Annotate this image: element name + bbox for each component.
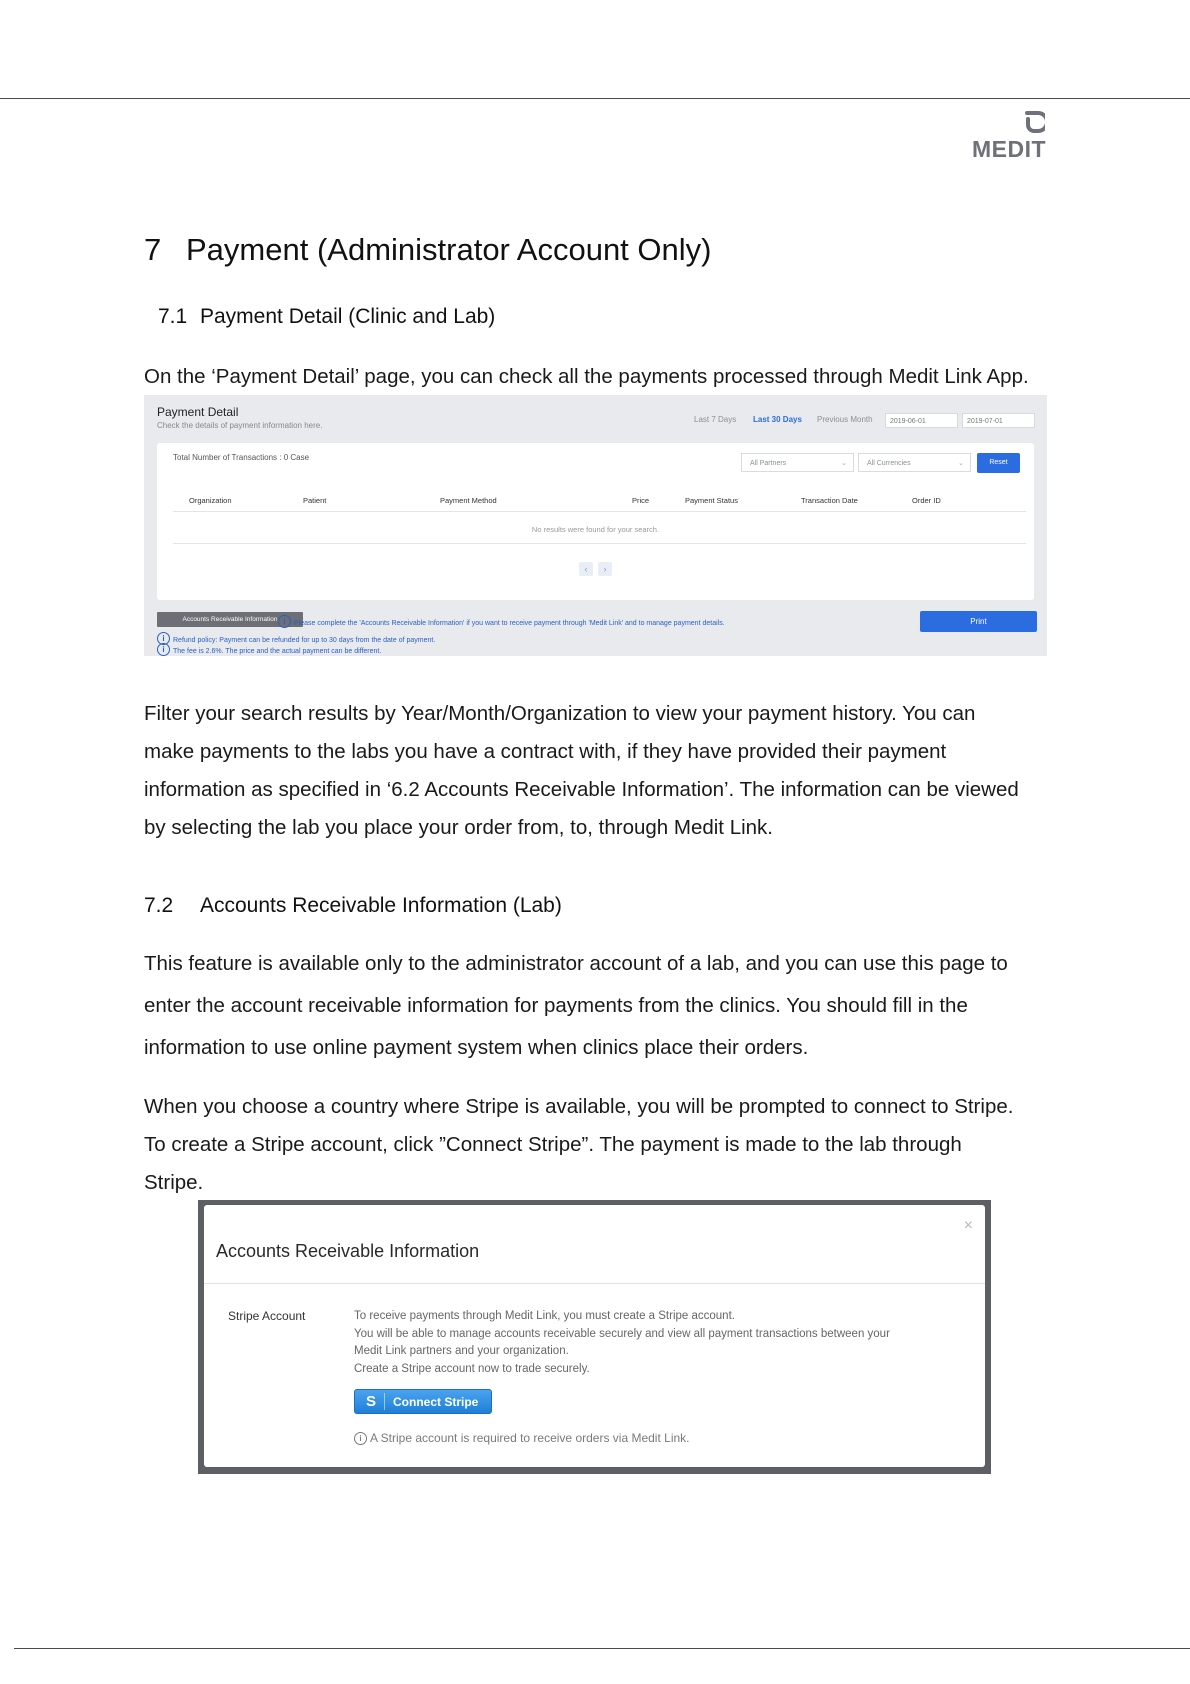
stripe-paragraph (144, 1088, 1049, 1202)
column-header: Payment Method (440, 496, 497, 505)
chapter-title: Payment (Administrator Account Only) (186, 232, 712, 267)
range-last-7-days[interactable]: Last 7 Days (694, 415, 737, 424)
paragraph-line: Stripe. (144, 1171, 204, 1194)
transactions-card (157, 443, 1034, 600)
close-icon[interactable]: × (963, 1217, 973, 1234)
currency-select[interactable] (858, 453, 971, 472)
fee-note-text: The fee is 2.6%. The price and the actual payment can be different. (173, 648, 382, 655)
section-heading-7-1 (158, 305, 495, 329)
info-icon: i (278, 615, 291, 628)
partner-select-value: All Partners (750, 460, 787, 467)
modal-divider (204, 1283, 985, 1284)
connect-stripe-button[interactable] (354, 1389, 492, 1414)
section-number: 7.2 (144, 894, 174, 917)
column-header: Payment Status (685, 496, 738, 505)
brand-name: MEDIT (972, 136, 1047, 162)
medit-logo-icon (1023, 110, 1045, 134)
currency-select-value: All Currencies (867, 460, 911, 467)
paragraph-line: by selecting the lab you place your order from, to, through Medit Link. (144, 816, 774, 839)
column-header: Order ID (912, 496, 941, 505)
description-line: Create a Stripe account now to trade securely. (354, 1362, 590, 1375)
accounts-receivable-modal (204, 1205, 985, 1467)
top-rule (0, 98, 1190, 99)
accounts-receivable-button[interactable]: Accounts Receivable Information (157, 612, 303, 627)
column-header: Transaction Date (801, 496, 858, 505)
ar-notice-text: Please complete the 'Accounts Receivable Information' if you want to receive payment through 'Medit Link' and to manage payment details. (294, 620, 725, 627)
info-icon: i (157, 632, 170, 645)
paragraph-line: On the ‘Payment Detail’ page, you can check all the payments processed through Medit Link App. (144, 365, 1029, 388)
transaction-total: Total Number of Transactions : 0 Case (173, 453, 310, 462)
paragraph-line: information to use online payment system when clinics place their orders. (144, 1036, 809, 1059)
paragraph-line: make payments to the labs you have a contract with, if they have provided their payment (144, 740, 947, 763)
section-number: 7.1 (158, 305, 188, 328)
stripe-modal-screenshot (198, 1200, 991, 1474)
stripe-info-text: A Stripe account is required to receive orders via Medit Link. (370, 1431, 690, 1445)
date-from-input[interactable]: 2019-06-01 (885, 413, 958, 428)
column-header: Patient (303, 496, 327, 505)
filter-paragraph (144, 695, 1049, 847)
medit-logo (972, 110, 1046, 166)
bottom-rule (14, 1648, 1190, 1649)
stripe-description (354, 1308, 890, 1378)
paragraph-line: This feature is available only to the administrator account of a lab, and you can use this page to (144, 952, 1008, 975)
ar-notice (278, 615, 725, 628)
paragraph-line: information as specified in ‘6.2 Accounts Receivable Information’. The information can be viewed (144, 778, 1019, 801)
paragraph-line: To create a Stripe account, click ”Connect Stripe”. The payment is made to the lab through (144, 1133, 962, 1156)
modal-title: Accounts Receivable Information (216, 1241, 480, 1261)
paragraph-line: enter the account receivable information for payments from the clinics. You should fill in the (144, 994, 968, 1017)
column-header: Price (632, 496, 650, 505)
reset-button[interactable]: Reset (977, 453, 1020, 473)
section-title: Payment Detail (Clinic and Lab) (200, 305, 496, 328)
stripe-account-label: Stripe Account (228, 1309, 306, 1323)
partner-select[interactable] (741, 453, 854, 472)
description-line: Medit Link partners and your organization. (354, 1345, 569, 1357)
description-line: You will be able to manage accounts receivable securely and view all payment transactions between your (354, 1327, 890, 1340)
next-page-button[interactable]: › (598, 562, 612, 576)
section-title: Accounts Receivable Information (Lab) (200, 894, 562, 917)
connect-stripe-label: Connect Stripe (393, 1395, 479, 1409)
chevron-down-icon: ⌄ (958, 460, 964, 467)
intro-paragraph (144, 358, 1049, 396)
prev-page-button[interactable]: ‹ (579, 562, 593, 576)
description-line: To receive payments through Medit Link, you must create a Stripe account. (354, 1310, 735, 1322)
stripe-icon: S (365, 1393, 376, 1410)
table-divider (173, 543, 1026, 544)
payment-detail-screenshot (144, 395, 1047, 656)
range-previous-month[interactable]: Previous Month (817, 415, 873, 424)
feature-paragraph (144, 943, 1049, 1069)
chevron-down-icon: ⌄ (841, 460, 847, 467)
button-separator (384, 1393, 385, 1410)
section-heading-7-2 (144, 894, 562, 918)
chapter-heading (144, 232, 711, 268)
stripe-info (354, 1431, 690, 1445)
print-button[interactable]: Print (920, 611, 1037, 632)
date-to-input[interactable]: 2019-07-01 (962, 413, 1035, 428)
info-icon: i (157, 643, 170, 656)
empty-results-message: No results were found for your search. (531, 525, 660, 534)
fee-note (157, 643, 381, 656)
column-header: Organization (189, 496, 232, 505)
paragraph-line: When you choose a country where Stripe is available, you will be prompted to connect to Stripe. (144, 1095, 1014, 1118)
chapter-number: 7 (144, 232, 162, 267)
info-icon: i (354, 1432, 367, 1445)
refund-note-text: Refund policy: Payment can be refunded for up to 30 days from the date of payment. (173, 637, 436, 644)
paragraph-line: Filter your search results by Year/Month/Organization to view your payment history. You can (144, 702, 976, 725)
payment-detail-subtitle: Check the details of payment information here. (157, 421, 323, 430)
payment-detail-title: Payment Detail (157, 405, 239, 419)
range-last-30-days[interactable]: Last 30 Days (753, 415, 802, 424)
table-divider (173, 511, 1026, 512)
